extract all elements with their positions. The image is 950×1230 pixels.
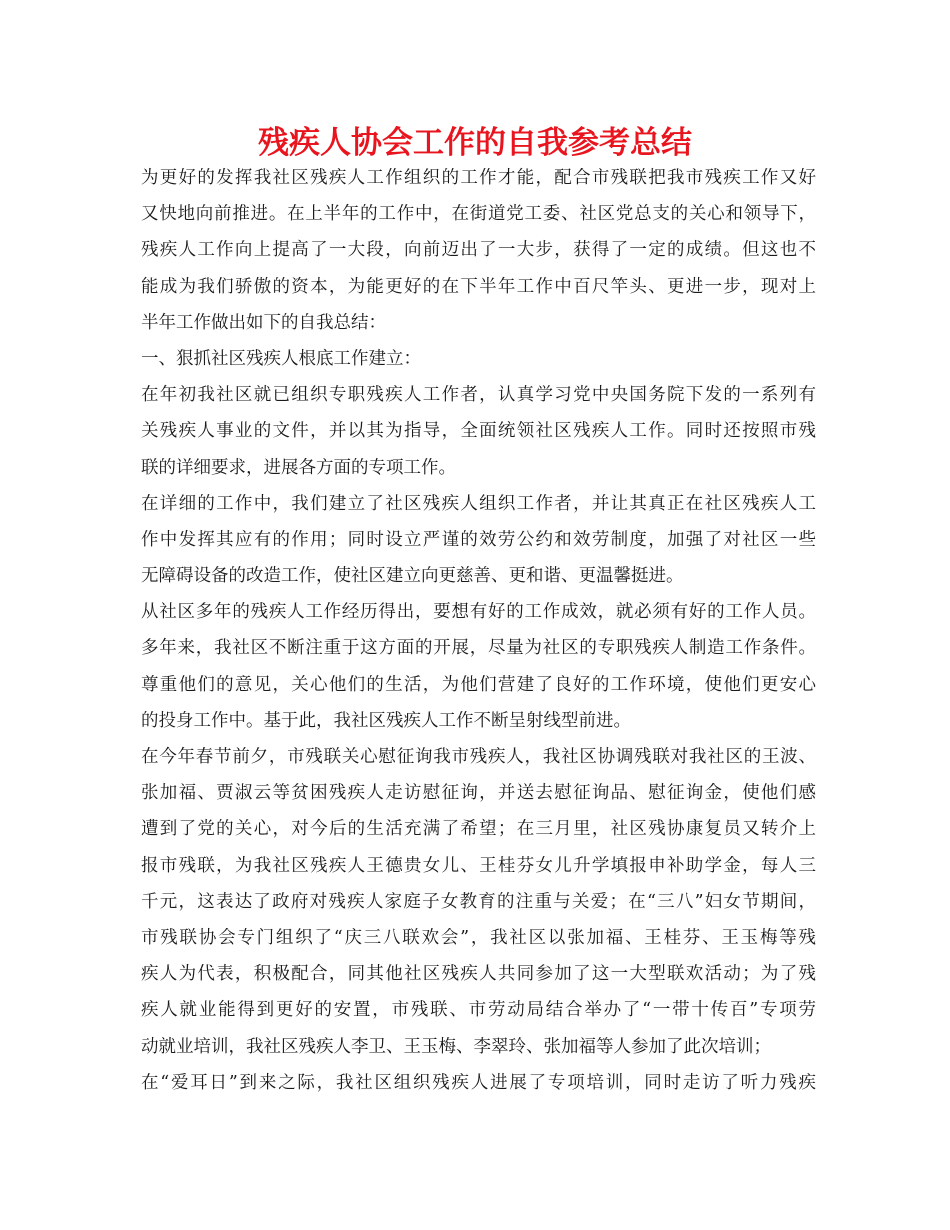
- text-line: 关残疾人事业的文件，并以其为指导，全面统领社区残疾人工作。同时还按照市残: [141, 421, 816, 442]
- text-line: 从社区多年的残疾人工作经历得出，要想有好的工作成效，就必须有好的工作人员。: [141, 602, 816, 623]
- text-line: 在今年春节前夕，市残联关心慰征询我市残疾人，我社区协调残联对我社区的王波、: [141, 747, 816, 767]
- text-line: 多年来，我社区不断注重于这方面的开展，尽量为社区的专职残疾人制造工作条件。: [141, 638, 816, 659]
- document-title: 残疾人协会工作的自我参考总结: [258, 125, 692, 161]
- text-line: 在年初我社区就已组织专职残疾人工作者，认真学习党中央国务院下发的一系列有: [141, 385, 816, 406]
- text-line: 联的详细要求，进展各方面的专项工作。: [141, 457, 456, 478]
- text-line: 又快地向前推进。在上半年的工作中，在街道党工委、社区党总支的关心和领导下，: [141, 204, 816, 225]
- text-line: 尊重他们的意见，关心他们的生活，为他们营建了良好的工作环境，使他们更安心: [141, 674, 816, 695]
- text-line: 市残联协会专门组织了“庆三八联欢会”，我社区以张加福、王桂芬、王玉梅等残: [141, 927, 816, 948]
- document-body: [141, 160, 816, 1101]
- text-line: 千元，这表达了政府对残疾人家庭子女教育的注重与关爱；在“三八”妇女节期间，: [141, 891, 816, 912]
- text-line: 的投身工作中。基于此，我社区残疾人工作不断呈射线型前进。: [141, 710, 631, 731]
- text-line: 一、狠抓社区残疾人根底工作建立：: [141, 348, 421, 369]
- text-line: 作中发挥其应有的作用；同时设立严谨的效劳公约和效劳制度，加强了对社区一些: [141, 529, 816, 550]
- text-line: 疾人就业能得到更好的安置，市残联、市劳动局结合举办了“一带十传百”专项劳: [141, 1000, 816, 1021]
- text-line: 能成为我们骄傲的资本，为能更好的在下半年工作中百尺竿头、更进一步，现对上: [141, 276, 816, 297]
- text-line: 报市残联，为我社区残疾人王德贵女儿、王桂芬女儿升学填报申补助学金，每人三: [141, 855, 816, 876]
- text-line: 在详细的工作中，我们建立了社区残疾人组织工作者，并让其真正在社区残疾人工: [141, 493, 816, 514]
- text-line: 为更好的发挥我社区残疾人工作组织的工作才能，配合市残联把我市残疾工作又好: [141, 168, 816, 188]
- text-line: 疾人为代表，积极配合，同其他社区残疾人共同参加了这一大型联欢活动；为了残: [141, 964, 816, 985]
- text-line: 在“爱耳日”到来之际，我社区组织残疾人进展了专项培训，同时走访了听力残疾: [141, 1072, 816, 1093]
- text-line: 残疾人工作向上提高了一大段，向前迈出了一大步，获得了一定的成绩。但这也不: [141, 240, 816, 261]
- text-line: 半年工作做出如下的自我总结：: [141, 312, 386, 333]
- text-line: 无障碍设备的改造工作，使社区建立向更慈善、更和谐、更温馨挺进。: [141, 566, 684, 587]
- text-line: 遭到了党的关心，对今后的生活充满了希望；在三月里，社区残协康复员又转介上: [141, 819, 816, 840]
- text-line: 动就业培训，我社区残疾人李卫、王玉梅、李翠玲、张加福等人参加了此次培训；: [141, 1036, 771, 1057]
- text-line: 张加福、贾淑云等贫困残疾人走访慰征询，并送去慰征询品、慰征询金，使他们感: [141, 783, 816, 804]
